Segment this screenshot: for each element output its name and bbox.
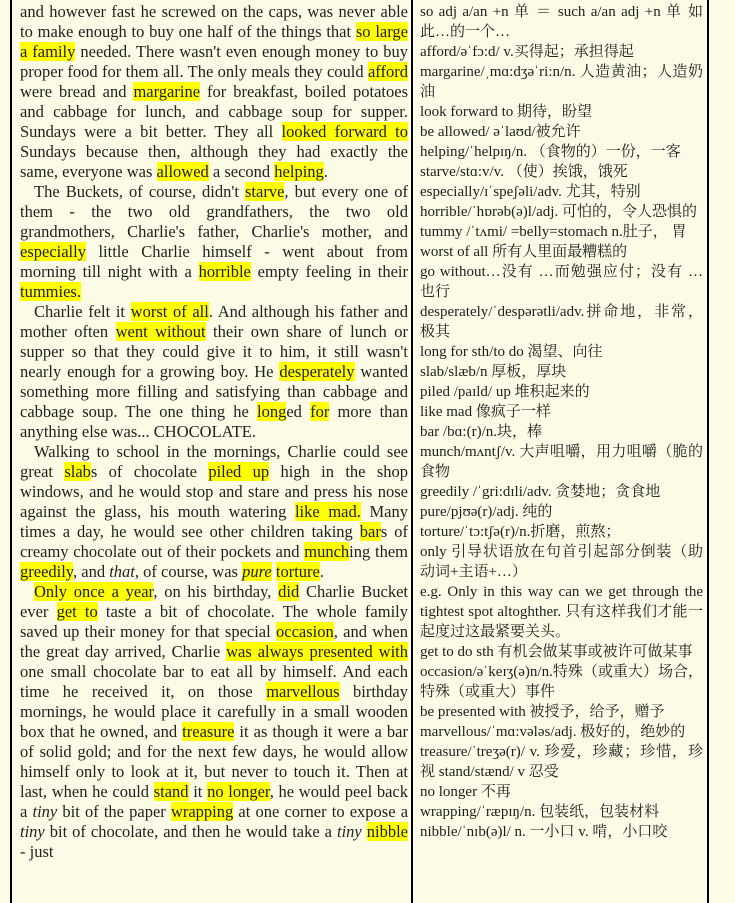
text-segment: . And although his father and mother often [20,302,408,341]
highlighted-word: wrapping [170,802,234,821]
text-segment: a second [208,162,275,181]
highlighted-word: worst of all [130,302,209,321]
highlighted-word: went without [115,322,206,341]
italic-word: that [109,562,135,581]
text-segment: their own share of lunch or supper so that they could give it to him, it still wasn't nearly enough for a growing boy. He [20,322,408,381]
text-segment: , of course, was [134,562,243,581]
vocab-entry: afford/əˈfɔ:d/ v.买得起；承担得起 [420,44,634,60]
vocab-entry: so adj a/an +n 单 ＝ such a/an adj +n 单 如此…的一个… [420,4,703,40]
highlighted-word: piled up [208,462,270,481]
vocab-entry: munch/mʌntʃ/v. 大声咀嚼，用力咀嚼（脆的食物 [420,444,703,480]
vocab-entry: like mad 像疯子一样 [420,404,551,420]
text-segment: at one corner to expose a [233,802,409,821]
story-paragraph [20,182,408,302]
vocab-entry: treasure/ˈtreʒə(r)/ v. 珍爱，珍藏；珍惜，珍视 stand/stænd/ v 忍受 [420,744,703,780]
text-segment: one small chocolate bar to eat all by himself. And each time he received it, on those [20,662,408,701]
text-segment: , he would peel back a [20,782,408,821]
highlighted-word: long [257,402,287,421]
text-segment: , on his birthday, [153,582,279,601]
highlighted-word: nibble [366,822,408,841]
highlighted-word: greedily [20,562,73,581]
text-segment [362,822,367,841]
vocab-entry: torture/ˈtɔ:tʃə(r)/n.折磨，煎熬； [420,524,621,540]
highlighted-word: slab [64,462,91,481]
highlighted-word: pure [242,562,272,581]
vocab-entry: slab/slæb/n 厚板，厚块 [420,364,567,380]
vocab-entry: pure/pjʊə(r)/adj. 纯的 [420,504,553,520]
vocab-entry: e.g. Only in this way can we get through the tightest spot altoghther. 只有这样我们才能一起度过这最紧要关头。 [420,584,703,640]
text-segment: , but every one of them - the two old grandfathers, the two old grandmothers, Charlie's father, Charlie's mother, and [20,182,409,241]
text-segment: s of creamy chocolate out of their pockets and [20,522,408,561]
vocab-entry: wrapping/ˈræpɪŋ/n. 包装纸，包装材料 [420,804,660,820]
vocab-entry: greedily /ˈgri:dɪli/adv. 贪婪地；贪食地 [420,484,661,500]
text-segment: little Charlie himself - went about from morning till night with a [20,242,408,281]
highlighted-word: occasion [276,622,334,641]
vocab-entry: horrible/ˈhɒrəb(ə)l/adj. 可怕的，令人恐惧的 [420,204,697,220]
italic-word: tiny [20,822,45,841]
text-segment: taste a bit of chocolate. The whole family saved up their money for that special [20,602,408,641]
text-segment: The Buckets, of course, didn't [34,182,245,201]
highlighted-word: starve [245,182,285,201]
vocab-entry: be allowed/ əˈlaʊd/被允许 [420,124,581,140]
vocab-entry: marvellous/ˈmɑ:vələs/adj. 极好的，绝妙的 [420,724,686,740]
vocab-entry: worst of all 所有人里面最糟糕的 [420,244,628,260]
vocab-entry: tummy /ˈtʌmi/ =belly=stomach n.肚子， 胃 [420,224,687,240]
vocab-entry: no longer 不再 [420,784,511,800]
text-segment: birthday mornings, he would place it carefully in a small wooden box that he owned, and [20,682,408,741]
highlighted-word: marvellous [266,682,340,701]
text-segment: Many times a day, he would see other children taking [20,502,409,541]
vocab-entry: piled /paɪld/ up 堆积起来的 [420,384,590,400]
highlighted-word: was always presented with [226,642,408,661]
highlighted-word: treasure [182,722,235,741]
vocab-column [413,0,709,903]
text-segment: it as though it were a bar of solid gold; and for the next few days, he would allow himself only to look at it, but never to touch it. Then at last, when he could [20,722,408,801]
vocab-entry: be presented with 被授予，给予，赠予 [420,704,665,720]
text-segment: for breakfast, boiled potatoes and cabbage for lunch, and cabbage soup for supper. Sundays were a bit better. They all [20,82,408,141]
text-segment: Charlie felt it [34,302,131,321]
text-segment: Walking to school in the mornings, Charlie could see great [20,442,408,481]
vocab-entry: look forward to 期待，盼望 [420,104,593,120]
story-paragraph [20,582,408,862]
text-segment: . [319,562,324,581]
text-segment: more than anything else was... CHOCOLATE. [20,402,409,441]
highlighted-word: like mad. [294,502,361,521]
vocab-entry: desperately/ˈdespərətli/adv.拼命地，非常，极其 [420,304,703,340]
highlighted-word: bar [359,522,381,541]
text-segment: , and when the great day arrived, Charlie [20,622,408,661]
text-segment: Sundays because then, although they had exactly the same, everyone was [20,142,408,181]
highlighted-word: get to [56,602,98,621]
highlighted-word: desperately [279,362,355,381]
story-column [12,0,413,903]
vocab-entry: occasion/əˈkeɪʒ(ə)n/n.特殊（或重大）场合，特殊（或重大）事件 [420,664,703,700]
highlighted-word: for [310,402,330,421]
highlighted-word: did [278,582,300,601]
text-segment: needed. There wasn't even enough money to buy proper food for them all. The only meals they could [20,42,408,81]
vocab-entry: bar /bɑ:(r)/n.块，棒 [420,424,542,440]
vocab-entry: starve/stɑ:v/v. （使）挨饿，饿死 [420,164,628,180]
highlighted-word: looked forward to [281,122,409,141]
highlighted-word: helping [274,162,324,181]
vocab-entry: helping/ˈhelpɪŋ/n. （食物的）一份，一客 [420,144,681,160]
highlighted-word: torture [275,562,320,581]
highlighted-word: no longer [207,782,270,801]
highlighted-word: munch [304,542,350,561]
two-column-table [10,0,709,903]
text-segment: empty feeling in their [250,262,409,281]
vocab-entry: only 引导状语放在句首引起部分倒装（助动词+主语+…） [420,544,703,580]
story-paragraph [20,2,408,182]
text-segment: Charlie Bucket ever [20,582,408,621]
text-segment: s of chocolate [90,462,209,481]
text-segment: high in the shop windows, and he would stop and stare and press his nose against the glass, his mouth watering [20,462,409,521]
text-segment: were bread and [20,82,134,101]
highlighted-word: horrible [198,262,251,281]
vocab-entry: long for sth/to do 渴望、向往 [420,344,603,360]
text-segment: wanted something more filling and satisfying than cabbage and cabbage soup. The one thing he [20,362,408,421]
text-segment: ed [286,402,311,421]
vocab-entry: margarine/ˌmɑ:dʒəˈri:n/n. 人造黄油；人造奶油 [420,64,703,100]
highlighted-word: so large a family [20,22,408,61]
story-paragraph [20,442,408,582]
text-segment: - just [20,842,54,861]
vocab-entry: get to do sth 有机会做某事或被许可做某事 [420,644,693,660]
highlighted-word: allowed [156,162,209,181]
text-segment: bit of chocolate, and then he would take a [44,822,337,841]
vocab-entry: go without…没有 …而勉强应付；没有 … 也行 [420,264,703,300]
story-paragraph [20,302,408,442]
text-segment: . [323,162,328,181]
text-segment: , and [73,562,110,581]
text-segment: ing them [349,542,408,561]
highlighted-word: tummies. [20,282,81,301]
italic-word: tiny [32,802,58,821]
text-segment: and however fast he screwed on the caps, was never able to make enough to buy one half of the things that [20,2,408,41]
highlighted-word: especially [20,242,86,261]
text-segment: it [188,782,208,801]
highlighted-word: afford [367,62,408,81]
vocab-entry: especially/ɪˈspeʃəli/adv. 尤其，特别 [420,184,641,200]
vocab-entry: nibble/ˈnɪb(ə)l/ n. 一小口 v. 啃，小口咬 [420,824,668,840]
italic-word: tiny [337,822,362,841]
highlighted-word: stand [153,782,189,801]
highlighted-word: Only once a year [34,582,154,601]
text-segment: bit of the paper [57,802,171,821]
highlighted-word: margarine [133,82,201,101]
